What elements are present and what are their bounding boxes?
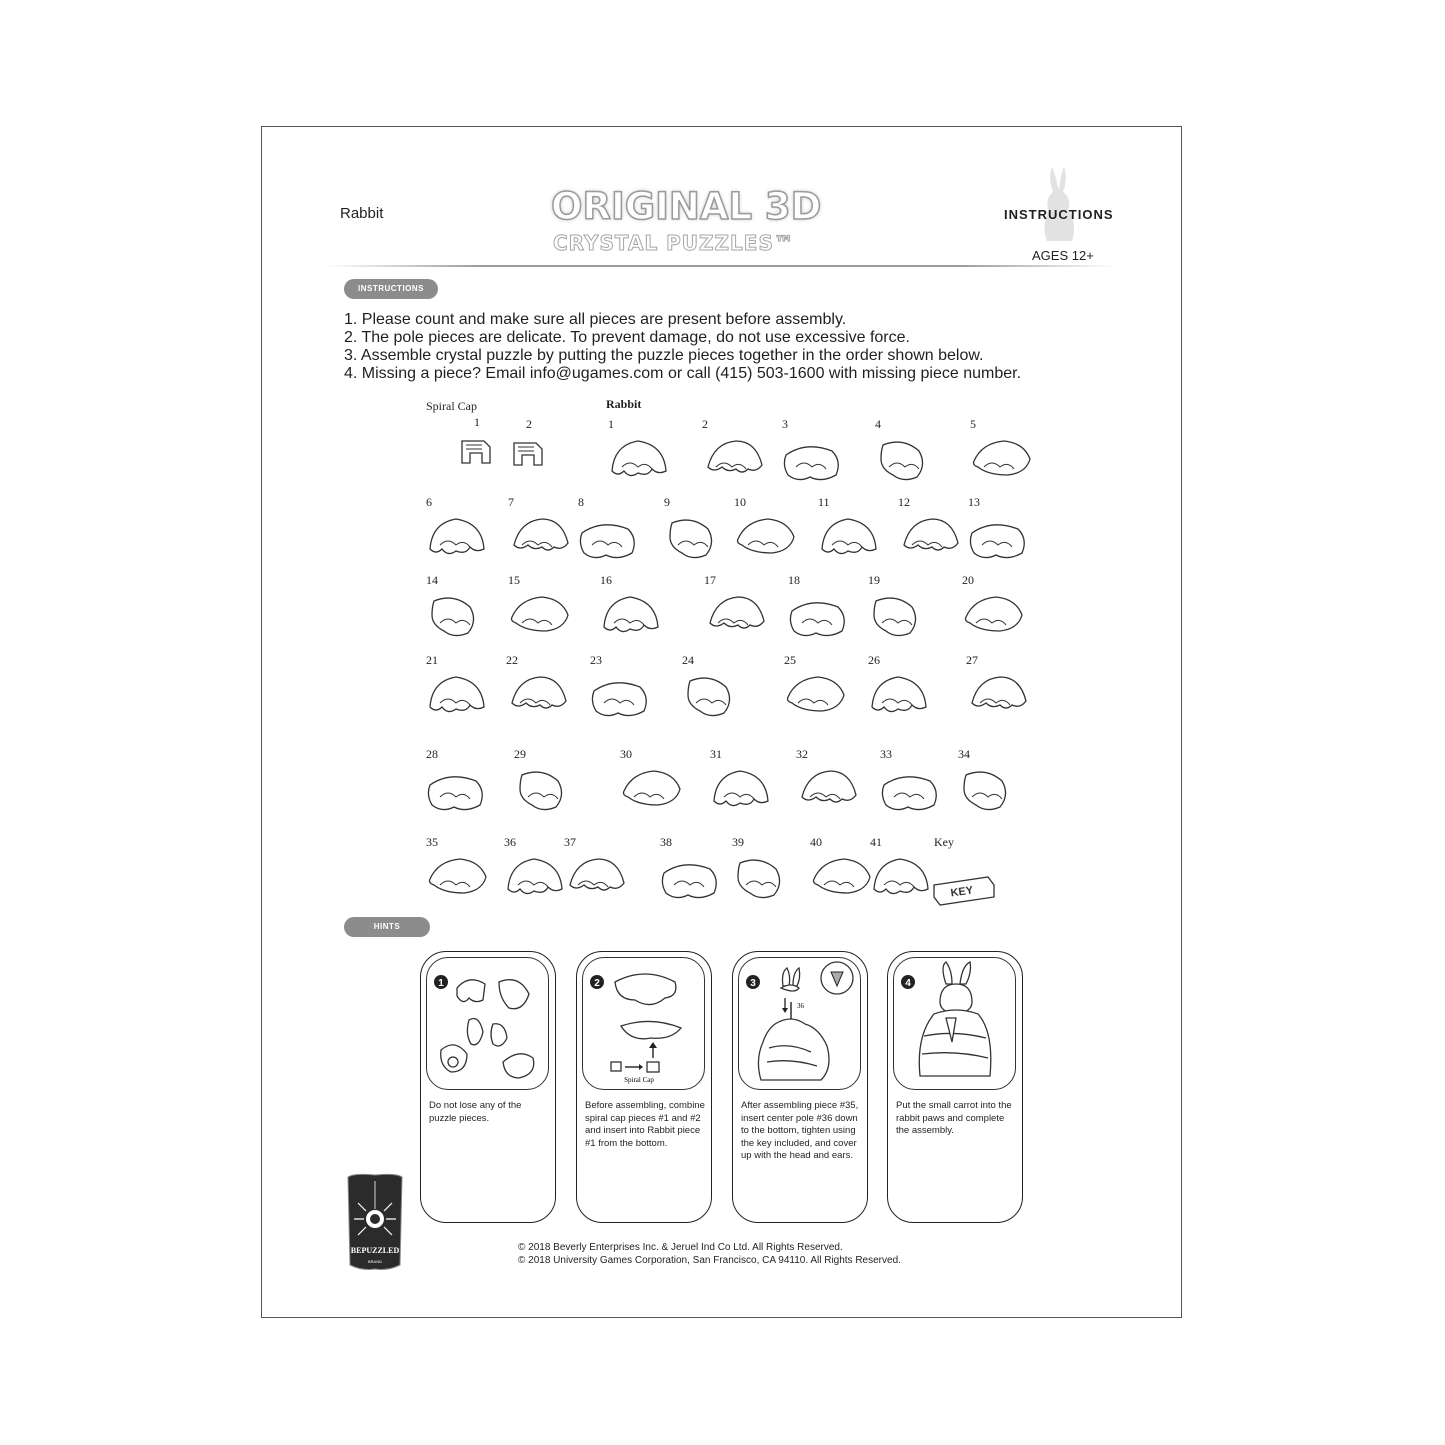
rabbit-piece-drawing [702, 437, 766, 487]
rabbit-piece-drawing [564, 855, 628, 905]
spiral-cap-piece-number: 1 [474, 415, 480, 429]
rabbit-piece-drawing [868, 673, 932, 723]
rabbit-piece-number: 20 [962, 573, 974, 587]
rabbit-piece-number: 27 [966, 653, 978, 667]
product-name: Rabbit [340, 205, 384, 222]
rabbit-piece-number: 21 [426, 653, 438, 667]
document-type-label: INSTRUCTIONS [1004, 207, 1114, 222]
rabbit-piece-number: 39 [732, 835, 744, 849]
rabbit-piece-number: 9 [664, 495, 670, 509]
rabbit-piece-drawing [734, 515, 798, 565]
rabbit-piece-drawing [620, 767, 684, 817]
svg-text:3: 3 [750, 978, 756, 989]
hint-figure [738, 957, 861, 1090]
rabbit-piece-number: 3 [782, 417, 788, 431]
rabbit-piece-number: 11 [818, 495, 830, 509]
rabbit-piece-drawing [880, 767, 944, 817]
rabbit-piece-drawing [508, 515, 572, 565]
instructions-section-label: INSTRUCTIONS [344, 279, 438, 299]
rabbit-piece-number: 17 [704, 573, 716, 587]
rabbit-piece-number: 5 [970, 417, 976, 431]
rabbit-piece-drawing [962, 593, 1026, 643]
rabbit-piece-number: 29 [514, 747, 526, 761]
rabbit-piece-number: 37 [564, 835, 576, 849]
rabbit-piece-number: 33 [880, 747, 892, 761]
header-divider [326, 265, 1116, 267]
rabbit-piece-drawing [704, 593, 768, 643]
rabbit-piece-drawing [600, 593, 664, 643]
hint-text: Do not lose any of the puzzle pieces. [429, 1100, 522, 1124]
rabbit-piece-drawing [426, 855, 490, 905]
hint-figure [426, 957, 549, 1090]
copyright-block [518, 1242, 901, 1267]
rabbit-piece-drawing [660, 855, 724, 905]
rabbit-piece-number: 35 [426, 835, 438, 849]
copyright-line: © 2018 Beverly Enterprises Inc. & Jeruel Ind Co Ltd. All Rights Reserved. [518, 1242, 843, 1253]
rabbit-piece-number: 38 [660, 835, 672, 849]
rabbit-piece-number: 41 [870, 835, 882, 849]
rabbit-piece-drawing [590, 673, 654, 723]
svg-text:4: 4 [905, 978, 911, 989]
rabbit-piece-drawing [968, 515, 1032, 565]
instruction-step: 2. The pole pieces are delicate. To prevent damage, do not use excessive force. [344, 329, 910, 346]
spiral-cap-piece-number: 2 [526, 417, 532, 431]
rabbit-piece-drawing [958, 767, 1022, 817]
rabbit-piece-drawing [875, 437, 939, 487]
rabbit-piece-number: 28 [426, 747, 438, 761]
rabbit-piece-number: 23 [590, 653, 602, 667]
hint-text: After assembling piece #35, insert center pole #36 down to the bottom, tighten using the key included, and cover up with the head and ears. [741, 1100, 859, 1161]
svg-text:KEY: KEY [949, 884, 974, 900]
rabbit-piece-number: 26 [868, 653, 880, 667]
rabbit-piece-number: 6 [426, 495, 432, 509]
rabbit-piece-number: 34 [958, 747, 970, 761]
rabbit-piece-drawing [426, 515, 490, 565]
rabbit-piece-drawing [898, 515, 962, 565]
rabbit-piece-drawing [868, 593, 932, 643]
rabbit-piece-number: 24 [682, 653, 694, 667]
rabbit-piece-drawing [426, 593, 490, 643]
rabbit-piece-drawing [504, 855, 568, 905]
spiral-cap-piece-drawing [508, 435, 548, 475]
instruction-step: 1. Please count and make sure all pieces are present before assembly. [344, 311, 847, 328]
bepuzzled-logo [346, 1173, 404, 1273]
spiral-cap-piece-drawing [456, 433, 496, 473]
rabbit-piece-drawing [782, 437, 846, 487]
rabbit-silhouette-icon [1038, 165, 1080, 243]
svg-text:2: 2 [594, 978, 600, 989]
rabbit-piece-number: 15 [508, 573, 520, 587]
svg-text:36: 36 [797, 1002, 804, 1010]
hint-figure [893, 957, 1016, 1090]
rabbit-piece-number: 2 [702, 417, 708, 431]
instruction-step: 4. Missing a piece? Email info@ugames.com or call (415) 503-1600 with missing piece number. [344, 365, 1022, 382]
rabbit-piece-number: 13 [968, 495, 980, 509]
hints-section-label: HINTS [344, 917, 430, 937]
brand-logo [547, 175, 877, 273]
rabbit-piece-drawing [970, 437, 1034, 487]
hint-text: Put the small carrot into the rabbit paws and complete the assembly. [896, 1100, 1012, 1136]
instruction-steps [344, 311, 1104, 383]
hint-figure [582, 957, 705, 1090]
rabbit-piece-number: 8 [578, 495, 584, 509]
rabbit-piece-drawing [818, 515, 882, 565]
rabbit-piece-number: 12 [898, 495, 910, 509]
rabbit-piece-drawing [514, 767, 578, 817]
hint-card-1 [420, 951, 556, 1223]
rabbit-piece-number: 31 [710, 747, 722, 761]
rabbit-piece-drawing [506, 673, 570, 723]
rabbit-piece-drawing [870, 855, 934, 905]
rabbit-piece-drawing [426, 767, 490, 817]
rabbit-piece-drawing [784, 673, 848, 723]
rabbit-piece-drawing [810, 855, 874, 905]
rabbit-piece-drawing [966, 673, 1030, 723]
instruction-step: 3. Assemble crystal puzzle by putting the puzzle pieces together in the order shown below. [344, 347, 984, 364]
copyright-line: © 2018 University Games Corporation, San Francisco, CA 94110. All Rights Reserved. [518, 1254, 901, 1266]
hint-card-3 [732, 951, 868, 1223]
rabbit-piece-number: 36 [504, 835, 516, 849]
rabbit-piece-drawing [608, 437, 672, 487]
key-piece-drawing [928, 873, 998, 907]
instruction-sheet [261, 126, 1182, 1318]
rabbit-piece-number: 25 [784, 653, 796, 667]
svg-text:1: 1 [438, 978, 444, 989]
rabbit-piece-drawing [682, 673, 746, 723]
rabbit-piece-drawing [788, 593, 852, 643]
svg-text:BEPUZZLED: BEPUZZLED [350, 1246, 400, 1255]
svg-text:BRAND: BRAND [367, 1259, 383, 1264]
rabbit-piece-number: 30 [620, 747, 632, 761]
spiral-cap-label: Spiral Cap [426, 399, 477, 413]
rabbit-piece-number: 1 [608, 417, 614, 431]
rabbit-piece-number: 4 [875, 417, 881, 431]
rabbit-piece-drawing [664, 515, 728, 565]
rabbit-piece-number: 40 [810, 835, 822, 849]
rabbit-piece-drawing [732, 855, 796, 905]
logo-line-1: ORIGINAL 3D [551, 185, 822, 228]
key-label: Key [934, 835, 954, 849]
rabbit-piece-number: 32 [796, 747, 808, 761]
rabbit-piece-number: 22 [506, 653, 518, 667]
logo-line-2: CRYSTAL PUZZLES™ [553, 231, 795, 255]
rabbit-label: Rabbit [606, 397, 642, 411]
rabbit-piece-number: 10 [734, 495, 746, 509]
rabbit-piece-drawing [796, 767, 860, 817]
hint-card-2 [576, 951, 712, 1223]
rabbit-piece-drawing [578, 515, 642, 565]
rabbit-piece-drawing [426, 673, 490, 723]
rabbit-piece-number: 7 [508, 495, 514, 509]
hint-text: Before assembling, combine spiral cap pieces #1 and #2 and insert into Rabbit piece #1 from the bottom. [585, 1100, 705, 1149]
rabbit-piece-drawing [710, 767, 774, 817]
svg-text:Spiral Cap: Spiral Cap [624, 1076, 654, 1084]
rabbit-piece-drawing [508, 593, 572, 643]
rabbit-piece-number: 14 [426, 573, 438, 587]
age-rating: AGES 12+ [1032, 248, 1094, 263]
rabbit-piece-number: 18 [788, 573, 800, 587]
rabbit-piece-number: 19 [868, 573, 880, 587]
rabbit-piece-number: 16 [600, 573, 612, 587]
hint-card-4 [887, 951, 1023, 1223]
